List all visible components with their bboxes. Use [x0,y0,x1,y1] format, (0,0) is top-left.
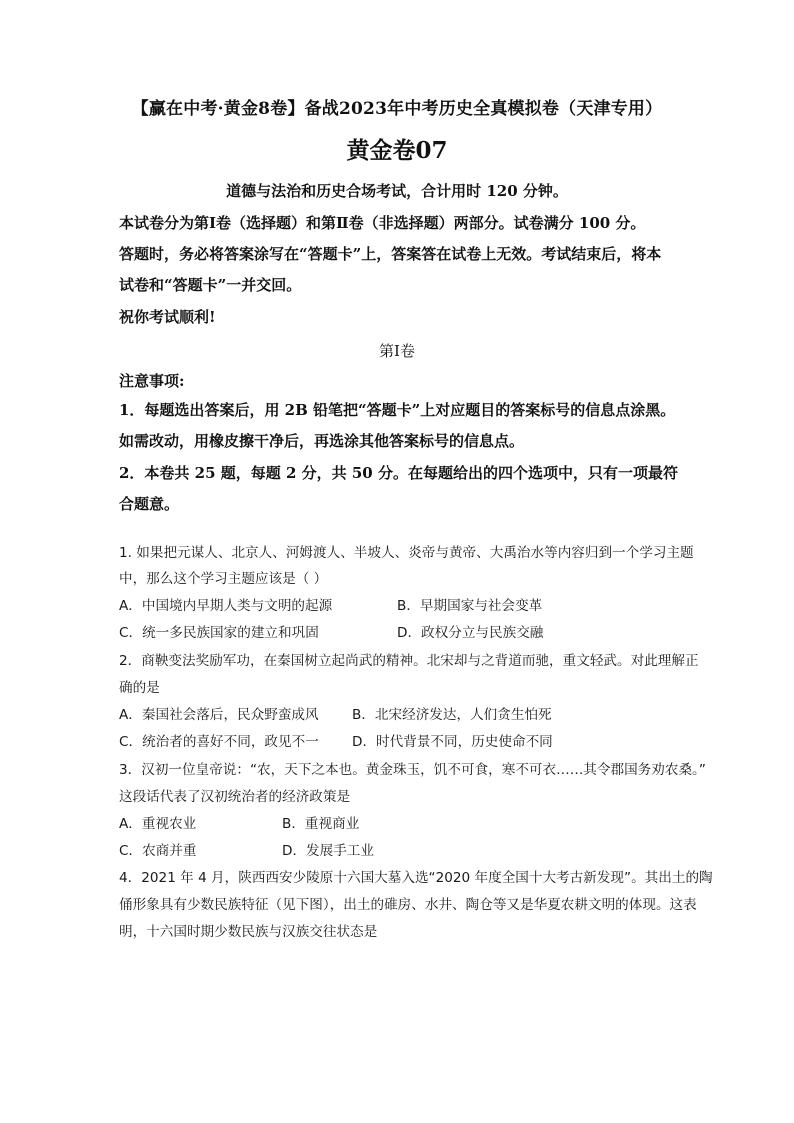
question-4-stem-line3: 明，十六国时期少数民族与汉族交往状态是 [119,924,378,940]
notice-item-1-line1: 1．每题选出答案后，用 2B 铅笔把“答题卡”上对应题目的答案标号的信息点涂黑。 [119,401,676,419]
question-2-option-d: D．时代背景不同，历史使命不同 [352,734,553,750]
answer-instruction-line2: 试卷和“答题卡”一并交回。 [119,276,302,294]
paper-structure-note: 本试卷分为第Ⅰ卷（选择题）和第Ⅱ卷（非选择题）两部分。试卷满分 100 分。 [119,214,646,232]
question-3-option-a: A．重视农业 [119,816,197,832]
answer-instruction-line1: 答题时，务必将答案涂写在“答题卡”上，答案答在试卷上无效。考试结束后，将本 [119,245,662,263]
question-2-stem-line1: 2．商鞅变法奖励军功，在秦国树立起尚武的精神。北宋却与之背道而驰，重文轻武。对此理解正 [119,653,699,669]
question-2-stem-line2: 确的是 [119,680,160,696]
good-luck-note: 祝你考试顺利! [119,308,216,326]
question-4-stem-line1: 4．2021 年 4 月，陕西西安少陵原十六国大墓入选“2020 年度全国十大考古新发现”。其出土的陶 [119,870,713,886]
question-3-stem-line1: 3．汉初一位皇帝说：“农，天下之本也。黄金珠玉，饥不可食，寒不可衣……其令郡国务劝农桑。” [119,762,706,778]
question-2-option-a: A．秦国社会落后，民众野蛮成风 [119,707,319,723]
notice-heading: 注意事项: [119,372,185,390]
question-1-option-d: D．政权分立与民族交融 [397,625,544,641]
question-3-option-b: B．重视商业 [282,816,360,832]
question-1-option-a: A．中国境内早期人类与文明的起源 [119,598,333,614]
question-2-option-c: C．统治者的喜好不同，政见不一 [119,734,319,750]
question-1-option-b: B．早期国家与社会变革 [397,598,543,614]
notice-item-1-line2: 如需改动，用橡皮擦干净后，再选涂其他答案标号的信息点。 [119,432,525,450]
notice-item-2-line2: 合题意。 [119,495,180,513]
section-title: 第Ⅰ卷 [379,342,415,360]
question-2-option-b: B．北宋经济发达，人们贪生怕死 [352,707,552,723]
question-3-option-d: D．发展手工业 [282,843,375,859]
series-title: 【赢在中考·黄金8卷】备战2023年中考历史全真模拟卷（天津专用） [131,99,663,119]
notice-item-2-line1: 2．本卷共 25 题，每题 2 分，共 50 分。在每题给出的四个选项中，只有一项最符 [119,464,678,482]
question-1-stem-line1: 1. 如果把元谋人、北京人、河姆渡人、半坡人、炎帝与黄帝、大禹治水等内容归到一个学习主题 [119,545,694,561]
exam-time-note: 道德与法治和历史合场考试，合计用时 120 分钟。 [226,182,568,200]
question-1-stem-line2: 中，那么这个学习主题应该是（ ） [119,571,328,587]
paper-title: 黄金卷07 [346,137,448,164]
question-3-stem-line2: 这段话代表了汉初统治者的经济政策是 [119,789,351,805]
question-3-option-c: C．农商并重 [119,843,197,859]
question-1-option-c: C．统一多民族国家的建立和巩固 [119,625,319,641]
question-4-stem-line2: 俑形象具有少数民族特征（见下图），出土的碓房、水井、陶仓等又是华夏农耕文明的体现。这表 [119,897,697,913]
